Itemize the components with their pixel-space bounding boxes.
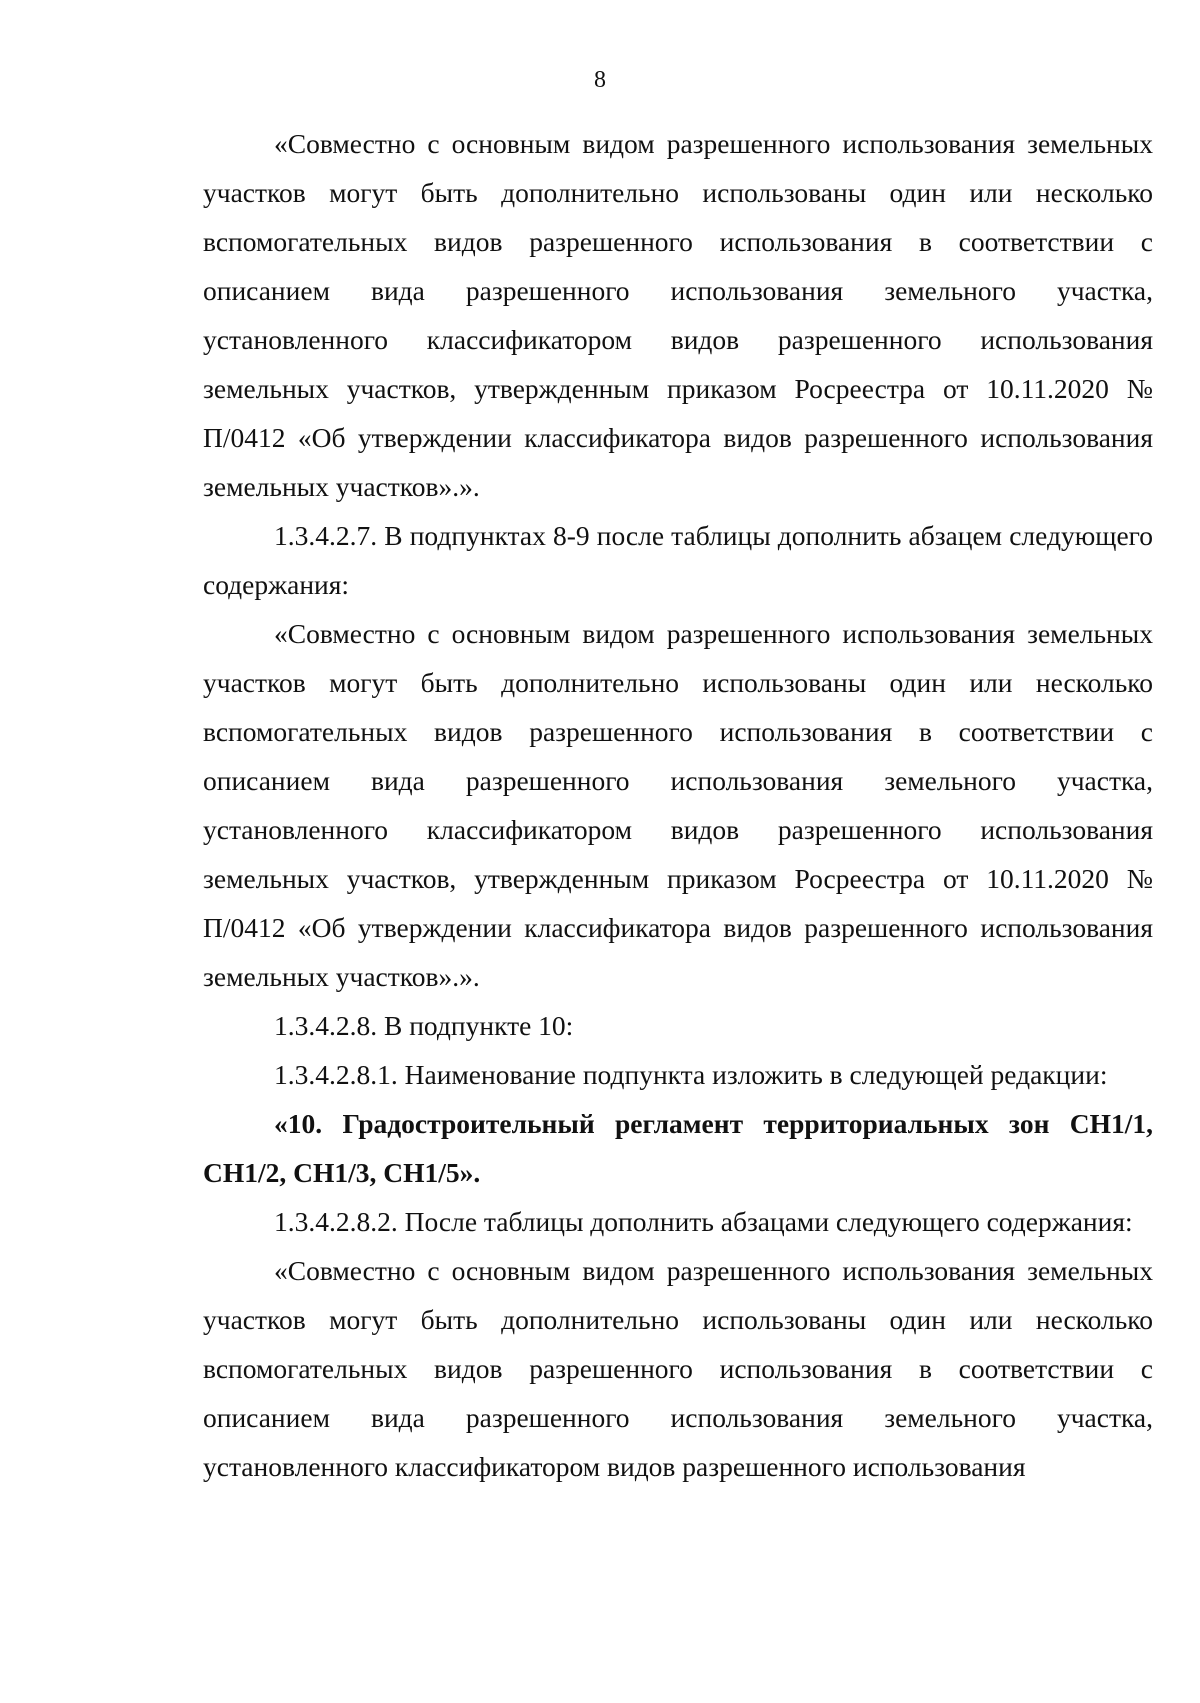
- page-number: 8: [594, 67, 606, 93]
- section-heading-10: «10. Градостроительный регламент территориальных зон СН1/1, СН1/2, СН1/3, СН1/5».: [203, 1108, 1153, 1188]
- document-body: [203, 119, 1153, 1491]
- paragraph-quote-3: «Совместно с основным видом разрешенного использования земельных участков могут быть дополнительно использованы один или несколько вспомогательных видов разрешенного использования в соответствии с описанием вида разрешенного использования земельного участка, установленного классификатором видов разрешенного использования: [203, 1255, 1153, 1482]
- paragraph-quote-2: «Совместно с основным видом разрешенного использования земельных участков могут быть дополнительно использованы один или несколько вспомогательных видов разрешенного использования в соответствии с описанием вида разрешенного использования земельного участка, установленного классификатором видов разрешенного использования земельных участков, утвержденным приказом Росреестра от 10.11.2020 № П/0412 «Об утверждении классификатора видов разрешенного использования земельных участков».».: [203, 618, 1153, 992]
- paragraph-1-3-4-2-8-2: 1.3.4.2.8.2. После таблицы дополнить абзацами следующего содержания:: [274, 1206, 1133, 1237]
- paragraph-1-3-4-2-7: 1.3.4.2.7. В подпунктах 8-9 после таблицы дополнить абзацем следующего содержания:: [203, 520, 1153, 600]
- paragraph-1-3-4-2-8: 1.3.4.2.8. В подпункте 10:: [274, 1010, 574, 1041]
- paragraph-quote-1: «Совместно с основным видом разрешенного использования земельных участков могут быть дополнительно использованы один или несколько вспомогательных видов разрешенного использования в соответствии с описанием вида разрешенного использования земельного участка, установленного классификатором видов разрешенного использования земельных участков, утвержденным приказом Росреестра от 10.11.2020 № П/0412 «Об утверждении классификатора видов разрешенного использования земельных участков».».: [203, 128, 1153, 502]
- paragraph-1-3-4-2-8-1: 1.3.4.2.8.1. Наименование подпункта изложить в следующей редакции:: [274, 1059, 1108, 1090]
